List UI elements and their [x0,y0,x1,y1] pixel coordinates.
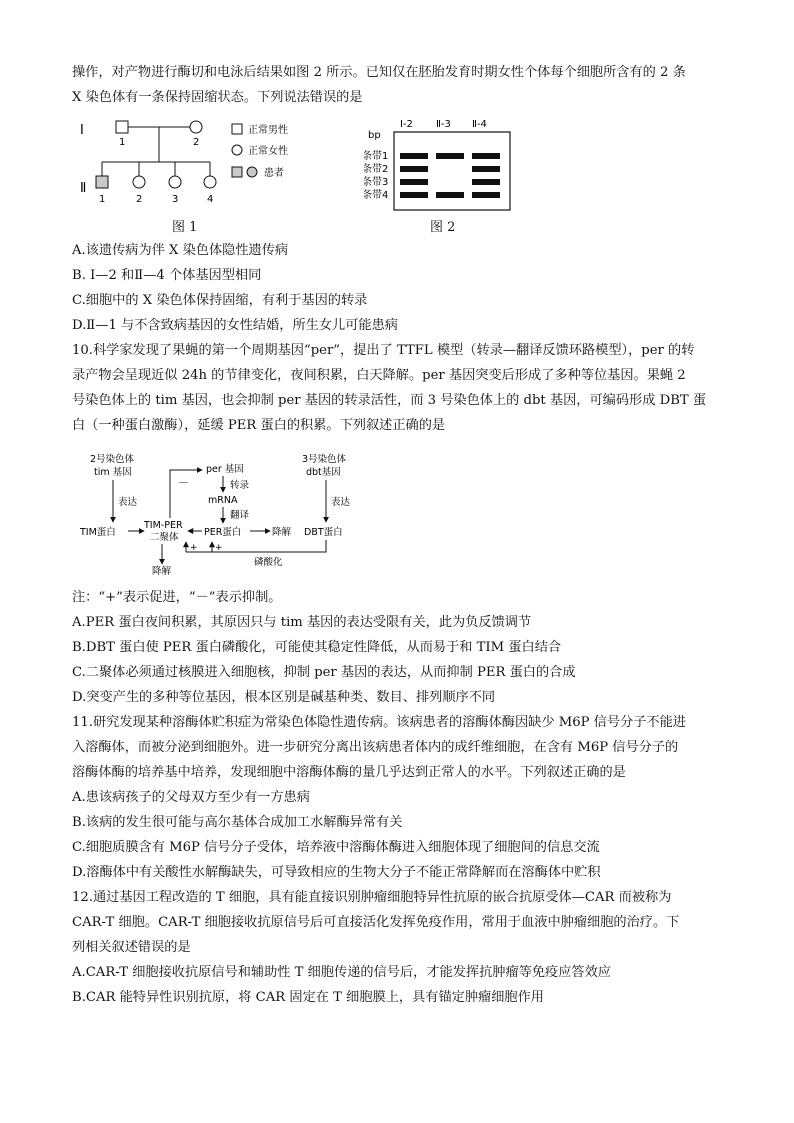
tim-protein-label: TIM蛋白 [80,527,116,538]
q9-option-A: A.该遗传病为伴 X 染色体隐性遗传病 [72,243,289,258]
pedigree-figure [76,114,316,214]
gel-band-II-4-3 [472,179,500,185]
bp-label: bp [368,130,381,141]
gel-band-I-2-1 [400,153,428,159]
gel-band-II-3-1 [436,153,464,159]
chr3-label: 3号染色体 [302,454,347,465]
generation-I-label: Ⅰ [80,123,84,138]
II2-female-symbol [133,176,145,188]
ttfl-diagram [78,448,368,576]
generation-II-label: Ⅱ [80,181,87,196]
gel-band-I-2-3 [400,179,428,185]
lane-II3-label: Ⅱ-3 [436,119,451,130]
II4-female-symbol [204,176,216,188]
I1-male-symbol [116,121,128,133]
q10-stem-line-1: 10.科学家发现了果蝇的第一个周期基因“per”，提出了 TTFL 模型（转录—翻译反馈环路模型），per 的转 [72,343,695,358]
q11-option-B: B.该病的发生很可能与高尔基体合成加工水解酶异常有关 [72,815,403,830]
dbt-protein-label: DBT蛋白 [304,527,343,538]
gel-band-II-4-4 [472,192,500,198]
q9-option-D: D.Ⅱ—1 与不含致病基因的女性结婚，所生女儿可能患病 [72,318,398,333]
translate-label: 翻译 [230,510,250,521]
band3-label: 条带3 [364,177,389,188]
dimer-label-2: 二聚体 [150,532,179,543]
I1-number: 1 [119,137,126,148]
q12-option-B: B.CAR 能特异性识别抗原，将 CAR 固定在 T 细胞膜上，具有锚定肿瘤细胞作用 [72,990,544,1005]
legend-patient-female-icon [247,167,257,177]
band2-label: 条带2 [364,164,389,175]
II3-number: 3 [172,194,179,205]
q10-stem-line-2: 录产物会呈现近似 24h 的节律变化，夜间积累，白天降解。per 基因突变后形成了多种等位基因。果蝇 2 [72,368,686,383]
II1-affected-male-symbol [96,176,108,188]
q10-option-A: A.PER 蛋白夜间积累，其原因只与 tim 基因的表达受限有关，此为负反馈调节 [72,615,532,630]
q12-stem-line-3: 列相关叙述错误的是 [72,940,191,955]
II3-female-symbol [169,176,181,188]
q11-stem-line-2: 入溶酶体，而被分泌到细胞外。进一步研究分离出该病患者体内的成纤维细胞，在含有 M6P 信号分子的 [72,740,679,755]
lane-II4-label: Ⅱ-4 [472,119,487,130]
electrophoresis-figure [364,116,524,214]
gel-band-I-2-4 [400,192,428,198]
q12-stem-line-2: CAR-T 细胞。CAR-T 细胞接收抗原信号后可直接活化发挥免疫作用，常用于血液中肿瘤细胞的治疗。下 [72,915,680,930]
q9-option-B: B. Ⅰ—2 和Ⅱ—4 个体基因型相同 [72,268,262,283]
q10-stem-line-3: 号染色体上的 tim 基因，也会抑制 per 基因的转录活性，而 3 号染色体上的 dbt 基因，可编码形成 DBT 蛋 [72,393,707,408]
degrade-label-2: 降解 [272,527,292,538]
phosphorylation-line [186,540,326,552]
II4-number: 4 [207,194,214,205]
dbt-gene-label: dbt基因 [306,467,341,478]
gel-band-I-2-2 [400,166,428,172]
figure2-caption: 图 2 [430,220,456,235]
legend-patient-label: 患者 [264,168,284,179]
q11-option-D: D.溶酶体中有关酸性水解酶缺失，可导致相应的生物大分子不能正常降解而在溶酶体中贮积 [72,865,601,880]
q10-stem-line-4: 白（一种蛋白激酶），延缓 PER 蛋白的积累。下列叙述正确的是 [72,418,446,433]
figure1-caption: 图 1 [172,220,198,235]
mrna-label: mRNA [208,495,238,506]
legend-male-icon [232,124,242,134]
gel-bands [400,153,500,198]
tim-express-label: 表达 [118,497,138,508]
I2-number: 2 [193,137,200,148]
gel-band-II-3-4 [436,192,464,198]
q9-option-C: C.细胞中的 X 染色体保持固缩，有利于基因的转录 [72,293,368,308]
per-gene-label: per 基因 [206,464,244,475]
band4-label: 条带4 [364,190,389,201]
dimer-label-1: TIM-PER [144,520,183,531]
promote-plus-2: + [215,543,223,553]
intro-line-1: 操作，对产物进行酶切和电泳后结果如图 2 所示。已知仅在胚胎发育时期女性个体每个细胞所含有的 2 条 [72,65,686,80]
phosphorylation-label: 磷酸化 [254,557,283,568]
gel-band-II-4-1 [472,153,500,159]
promote-plus-1: + [190,543,198,553]
lane-I2-label: Ⅰ-2 [400,119,413,130]
II2-number: 2 [136,194,143,205]
legend-female-icon [232,145,242,155]
q12-option-A: A.CAR-T 细胞接收抗原信号和辅助性 T 细胞传递的信号后，才能发挥抗肿瘤等免疫应答效应 [72,965,611,980]
per-protein-label: PER蛋白 [204,527,242,538]
q11-option-C: C.细胞质膜含有 M6P 信号分子受体，培养液中溶酶体酶进入细胞体现了细胞间的信息交流 [72,840,600,855]
legend-male-label: 正常男性 [248,125,288,136]
q10-option-D: D.突变产生的多种等位基因，根本区别是碱基种类、数目、排列顺序不同 [72,690,496,705]
I2-female-symbol [190,121,202,133]
II1-number: 1 [99,194,106,205]
tim-gene-label: tim 基因 [94,467,132,478]
q10-note: 注：“+”表示促进，“－”表示抑制。 [72,590,282,605]
transcribe-label: 转录 [230,480,250,491]
q11-option-A: A.患该病孩子的父母双方至少有一方患病 [72,790,310,805]
q10-option-C: C.二聚体必须通过核膜进入细胞核，抑制 per 基因的表达，从而抑制 PER 蛋白的合成 [72,665,576,680]
degrade-label-1: 降解 [152,566,172,576]
gel-band-II-4-2 [472,166,500,172]
chr2-label: 2号染色体 [90,454,135,465]
q11-stem-line-3: 溶酶体酶的培养基中培养，发现细胞中溶酶体酶的量几乎达到正常人的水平。下列叙述正确的是 [72,765,626,780]
inhibit-minus: － [178,476,189,489]
band1-label: 条带1 [364,151,389,162]
dbt-express-label: 表达 [331,497,351,508]
q12-stem-line-1: 12.通过基因工程改造的 T 细胞，具有能直接识别肿瘤细胞特异性抗原的嵌合抗原受体—CAR 而被称为 [72,890,672,905]
legend-patient-male-icon [232,167,242,177]
legend-female-label: 正常女性 [248,146,288,157]
q11-stem-line-1: 11.研究发现某种溶酶体贮积症为常染色体隐性遗传病。该病患者的溶酶体酶因缺少 M6P 信号分子不能进 [72,715,686,730]
q10-option-B: B.DBT 蛋白使 PER 蛋白磷酸化，可能使其稳定性降低，从而易于和 TIM 蛋白结合 [72,640,562,655]
intro-line-2: X 染色体有一条保持固缩状态。下列说法错误的是 [72,90,363,105]
